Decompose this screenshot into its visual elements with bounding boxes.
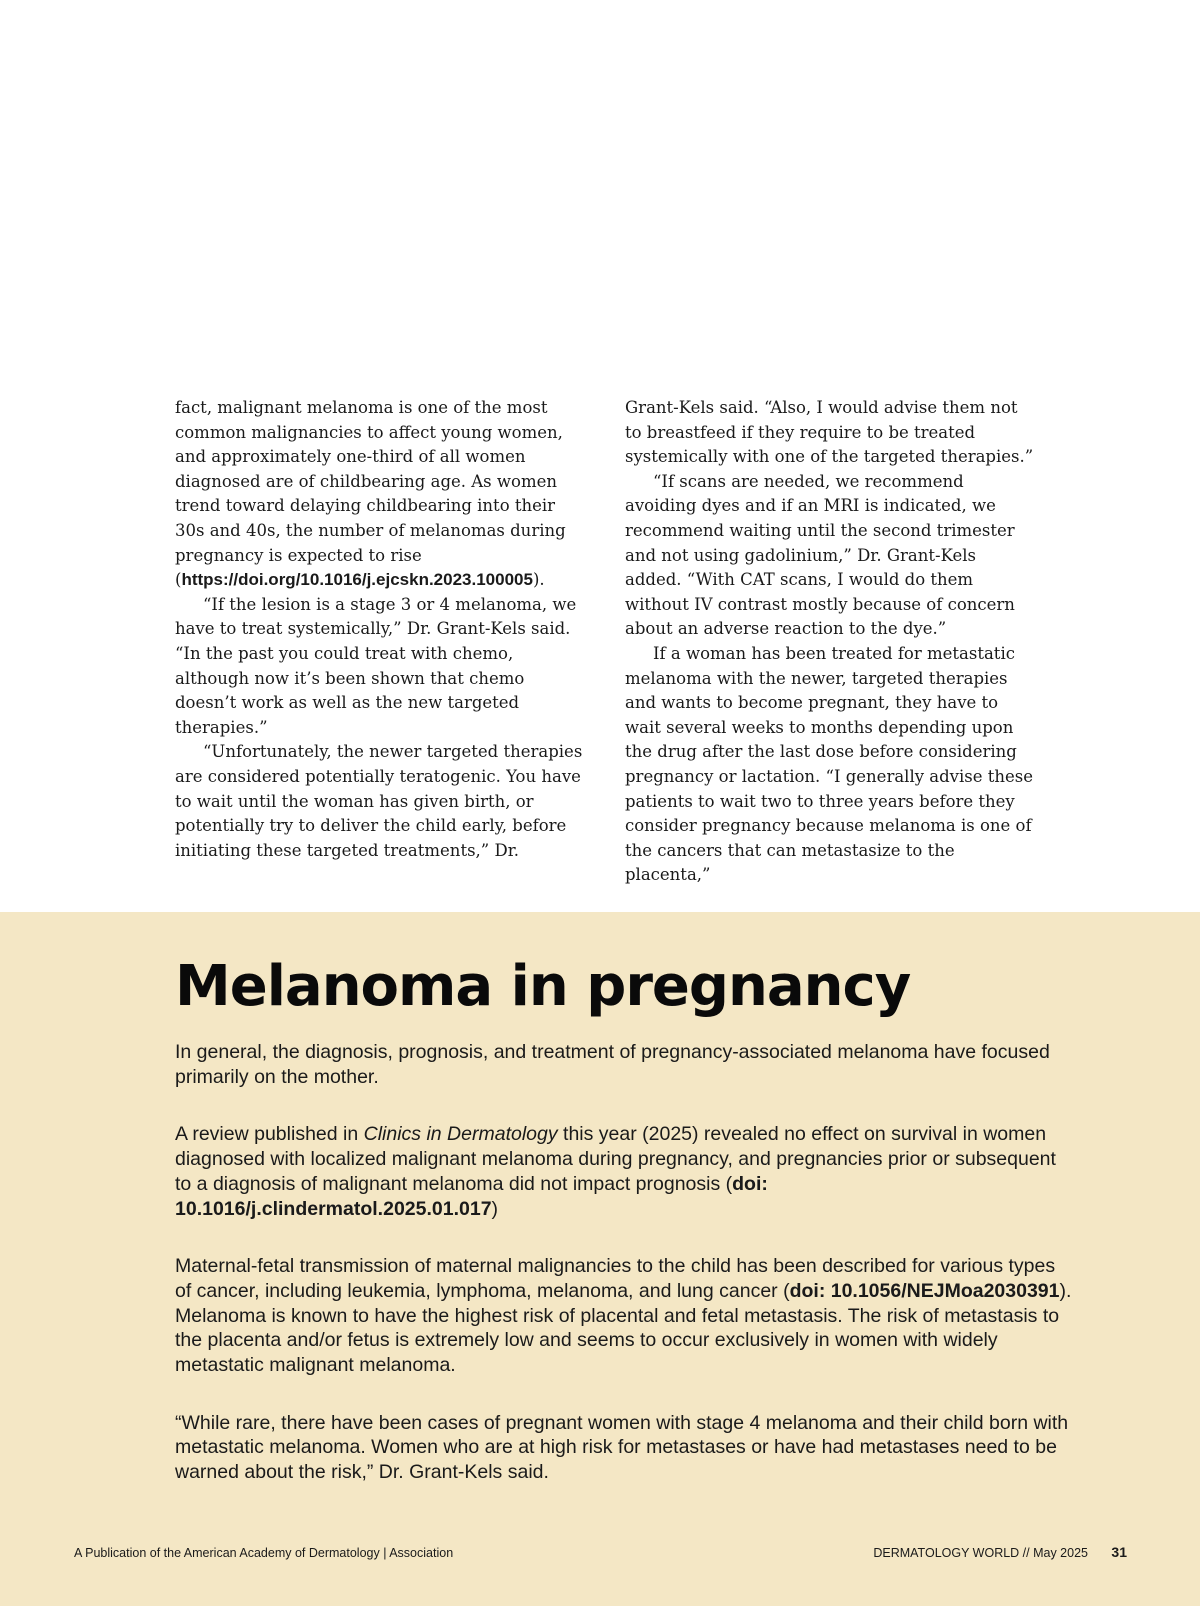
right-paragraph-3: If a woman has been treated for metastatic melanoma with the newer, targeted therapies and wants to become pregnant, they have to wait several weeks to months depending upon the drug after the last dose before considering pregnancy or lactation. “I generally advise these patients to wait two to three years before they consider pregnancy because melanoma is one of the cancers that can metastasize to the placenta,” [625, 643, 1034, 885]
right-paragraph-1: Grant-Kels said. “Also, I would advise them not to breastfeed if they require to be treated systemically with one of the targeted therapies.” [625, 398, 1034, 467]
left-column [175, 396, 585, 888]
sidebar-paragraph-3: Maternal-fetal transmission of maternal malignancies to the child has been described for various types of cancer, including leukemia, lymphoma, melanoma, and lung cancer (doi: 10.1056/NEJMoa2030391). Melanoma is known to have the highest risk of placental and fetal metastasis. The risk of metastasis to the placenta and/or fetus is extremely low and seems to occur exclusively in women with widely metastatic malignant melanoma. [175, 1255, 1072, 1377]
blank-top-area [0, 0, 1200, 395]
left-paragraph-3: “Unfortunately, the newer targeted therapies are considered potentially teratogenic. You have to wait until the woman has given birth, or potentially try to deliver the child early, before initiating these targeted treatments,” Dr. [175, 742, 583, 860]
doi-link-clindermatol[interactable]: doi: 10.1016/j.clindermatol.2025.01.017 [175, 1172, 768, 1220]
doi-link-ejcskn[interactable]: https://doi.org/10.1016/j.ejcskn.2023.100005 [181, 570, 533, 590]
journal-name: Clinics in Dermatology [363, 1123, 558, 1146]
sidebar-box [0, 912, 1200, 1606]
left-paragraph-2: “If the lesion is a stage 3 or 4 melanoma, we have to treat systemically,” Dr. Grant-Kels said. “In the past you could treat with chemo, although now it’s been shown that chemo doesn’t work as well as the new targeted therapies.” [175, 594, 577, 737]
sidebar-paragraph-4: “While rare, there have been cases of pregnant women with stage 4 melanoma and their child born with metastatic melanoma. Women who are at high risk for metastases or have had metastases need to be warned about the risk,” Dr. Grant-Kels said. [175, 1411, 1069, 1484]
sidebar-title: Melanoma in pregnancy [175, 954, 911, 1019]
sidebar-body [175, 1040, 1075, 1518]
footer-publication: A Publication of the American Academy of Dermatology | Association [74, 1546, 454, 1560]
article-columns [175, 396, 1035, 888]
right-column [625, 396, 1035, 888]
page-footer [0, 1542, 1200, 1566]
sidebar-paragraph-1: In general, the diagnosis, prognosis, and treatment of pregnancy-associated melanoma have focused primarily on the mother. [175, 1041, 1050, 1088]
doi-link-nejm[interactable]: doi: 10.1056/NEJMoa2030391 [789, 1279, 1060, 1302]
footer-issue: DERMATOLOGY WORLD // May 2025 [873, 1546, 1088, 1560]
left-paragraph-1: fact, malignant melanoma is one of the most common malignancies to affect young women, and approximately one-third of all women diagnosed are of childbearing age. As women trend toward delaying childbearing into their 30s and 40s, the number of melanomas during pregnancy is expected to rise (https://doi.org/10.1016/j.ejcskn.2023.100005). [175, 398, 566, 590]
page-number: 31 [1111, 1544, 1127, 1560]
right-paragraph-2: “If scans are needed, we recommend avoiding dyes and if an MRI is indicated, we recommend waiting until the second trimester and not using gadolinium,” Dr. Grant-Kels added. “With CAT scans, I would do them without IV contrast mostly because of concern about an adverse reaction to the dye.” [625, 471, 1015, 639]
sidebar-paragraph-2: A review published in Clinics in Dermatology this year (2025) revealed no effect on survival in women diagnosed with localized malignant melanoma during pregnancy, and pregnancies prior or subsequent to a diagnosis of malignant melanoma did not impact prognosis (doi: 10.1016/j.clindermatol.2025.01.017) [175, 1123, 1056, 1220]
